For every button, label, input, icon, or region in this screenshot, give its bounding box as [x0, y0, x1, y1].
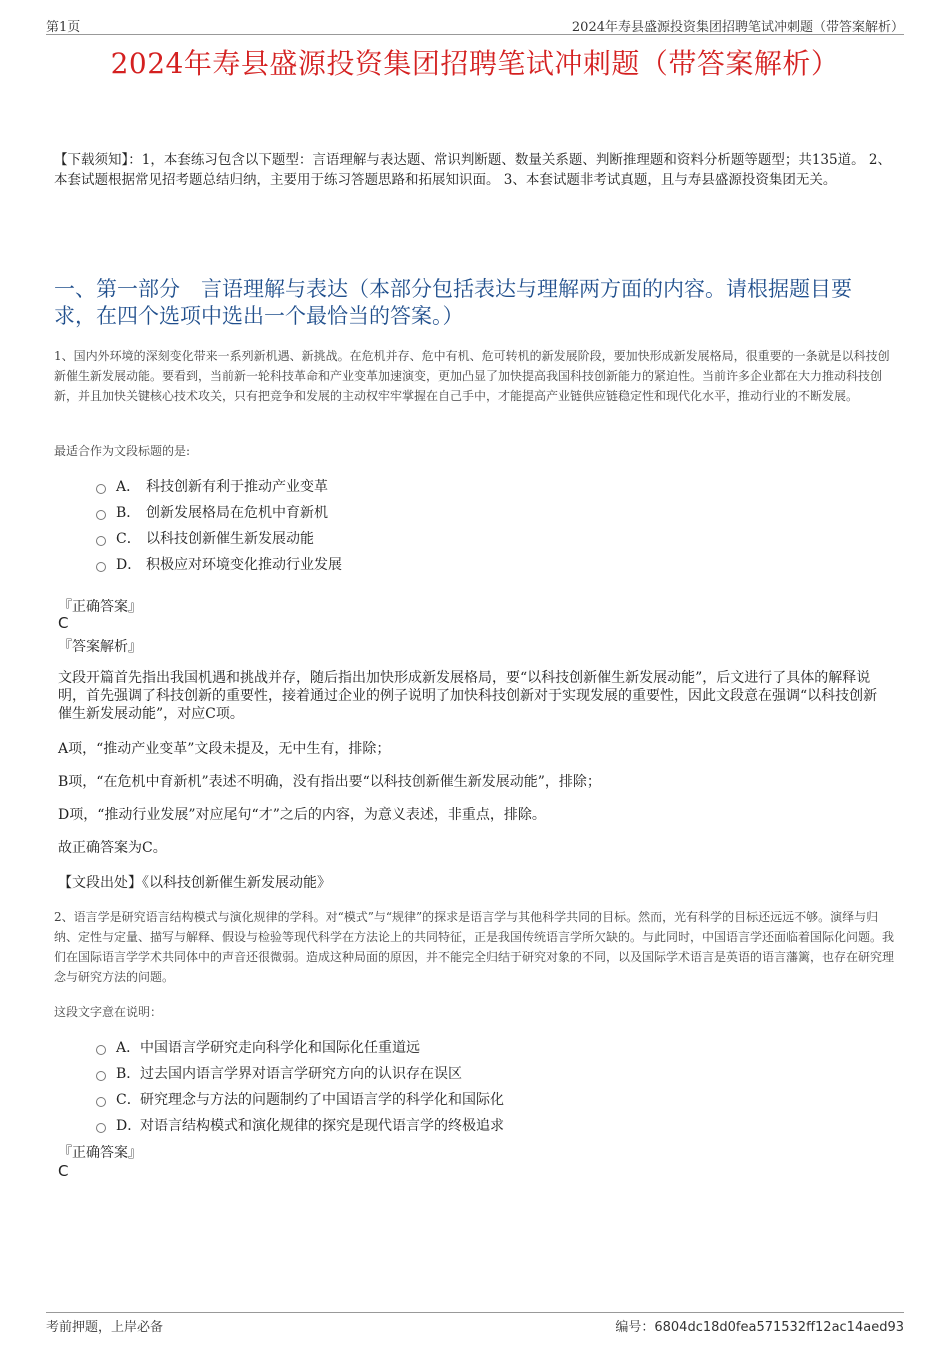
option-text: 积极应对环境变化推动行业发展: [146, 557, 342, 573]
analysis-paragraph: A项，“推动产业变革”文段未提及，无中生有，排除；: [58, 741, 391, 757]
radio-icon[interactable]: [96, 510, 106, 520]
footer-slogan: 考前押题，上岸必备: [46, 1320, 164, 1335]
document-title: 2024年寿县盛源投资集团招聘笔试冲刺题（带答案解析）: [110, 47, 840, 80]
page-number: 第1页: [46, 20, 81, 35]
correct-answer-label: 『正确答案』: [58, 1145, 142, 1161]
question-2-options: [96, 1034, 504, 1138]
option-b[interactable]: [96, 1060, 504, 1086]
option-key: D．: [116, 1118, 142, 1134]
option-d[interactable]: [96, 1112, 504, 1138]
download-notice: 【下载须知】：1，本套练习包含以下题型：言语理解与表达题、常识判断题、数量关系题、判断推理题和资料分析题等题型；共135道。 2、本套试题根据常见招考题总结归纳，主要用于练习答题思路和拓展知识面。 3、本套试题非考试真题，且与寿县盛源投资集团无关。: [54, 152, 891, 188]
header-doc-title: 2024年寿县盛源投资集团招聘笔试冲刺题（带答案解析）: [571, 20, 904, 35]
radio-icon[interactable]: [96, 562, 106, 572]
option-text: 科技创新有利于推动产业变革: [146, 479, 328, 495]
radio-icon[interactable]: [96, 1097, 106, 1107]
document-code: [615, 1316, 904, 1335]
question-2-text: 2、语言学是研究语言结构模式与演化规律的学科。对“模式”与“规律”的探求是语言学与其他科学共同的目标。然而，光有科学的目标还远远不够。演绎与归纳、定性与定量、描写与解释、假设与检验等现代科学在方法论上的共同特征，正是我国传统语言学所欠缺的。与此同时，中国语言学还面临着国际化问题。我们在国际语言学学术共同体中的声音还很微弱。造成这种局面的原因，并不能完全归结于研究对象的不同，以及国际学术语言是英语的语言藩篱，也存在研究理念与研究方法的问题。: [54, 910, 895, 984]
option-b[interactable]: [96, 499, 342, 525]
option-text: 中国语言学研究走向科学化和国际化任重道远: [140, 1040, 420, 1056]
option-c[interactable]: [96, 525, 342, 551]
option-key: B．: [116, 505, 141, 521]
analysis-paragraph: D项，“推动行业发展”对应尾句“才”之后的内容，为意义表述，非重点，排除。: [58, 807, 546, 823]
question-1-text: 1、国内外环境的深刻变化带来一系列新机遇、新挑战。在危机并存、危中有机、危可转机的新发展阶段，要加快形成新发展格局，很重要的一条就是以科技创新催生新发展动能。要看到，当前新一轮科技革命和产业变革加速演变，更加凸显了加快提高我国科技创新能力的紧迫性。当前许多企业都在大力推动科技创新，并且加快关键核心技术攻关，只有把竞争和发展的主动权牢牢掌握在自己手中，才能提高产业链供应链稳定性和现代化水平，推动行业的不断发展。: [54, 349, 890, 403]
analysis-paragraph: 故正确答案为C。: [58, 840, 167, 856]
page-footer: [46, 1312, 904, 1335]
option-text: 过去国内语言学界对语言学研究方向的认识存在误区: [140, 1066, 462, 1082]
radio-icon[interactable]: [96, 536, 106, 546]
option-text: 创新发展格局在危机中育新机: [146, 505, 328, 521]
correct-answer: C: [58, 1162, 69, 1180]
question-1-prompt: 最适合作为文段标题的是:: [54, 444, 191, 458]
option-key: B．: [116, 1066, 141, 1082]
radio-icon[interactable]: [96, 1123, 106, 1133]
section-title: 一、第一部分 言语理解与表达（本部分包括表达与理解两方面的内容。请根据题目要求，在四个选项中选出一个最恰当的答案。）: [54, 277, 852, 328]
source-citation: 【文段出处】《以科技创新催生新发展动能》: [58, 875, 331, 891]
code-value: 6804dc18d0fea571532ff12ac14aed93: [654, 1320, 904, 1335]
option-key: A．: [116, 479, 141, 495]
radio-icon[interactable]: [96, 484, 106, 494]
option-text: 以科技创新催生新发展动能: [146, 531, 314, 547]
option-c[interactable]: [96, 1086, 504, 1112]
option-key: C．: [116, 1092, 141, 1108]
option-d[interactable]: [96, 551, 342, 577]
option-text: 研究理念与方法的问题制约了中国语言学的科学化和国际化: [140, 1092, 504, 1108]
option-a[interactable]: [96, 473, 342, 499]
option-key: D．: [116, 557, 142, 573]
correct-answer-label: 『正确答案』: [58, 599, 142, 615]
option-text: 对语言结构模式和演化规律的探究是现代语言学的终极追求: [140, 1118, 504, 1134]
option-key: C．: [116, 531, 141, 547]
code-label: 编号：: [615, 1320, 655, 1335]
radio-icon[interactable]: [96, 1071, 106, 1081]
question-2-prompt: 这段文字意在说明：: [54, 1005, 163, 1019]
question-1-options: [96, 473, 342, 577]
page-header: [46, 14, 904, 35]
option-a[interactable]: [96, 1034, 504, 1060]
option-key: A．: [116, 1040, 141, 1056]
analysis-paragraph: 文段开篇首先指出我国机遇和挑战并存，随后指出加快形成新发展格局，要“以科技创新催生新发展动能”，后文进行了具体的解释说明，首先强调了科技创新的重要性，接着通过企业的例子说明了加快科技创新对于实现发展的重要性，因此文段意在强调“以科技创新催生新发展动能”，对应C项。: [58, 670, 878, 722]
analysis-paragraph: B项，“在危机中育新机”表述不明确，没有指出要“以科技创新催生新发展动能”，排除；: [58, 774, 601, 790]
correct-answer: C: [58, 614, 69, 632]
radio-icon[interactable]: [96, 1045, 106, 1055]
analysis-label: 『答案解析』: [58, 639, 142, 655]
